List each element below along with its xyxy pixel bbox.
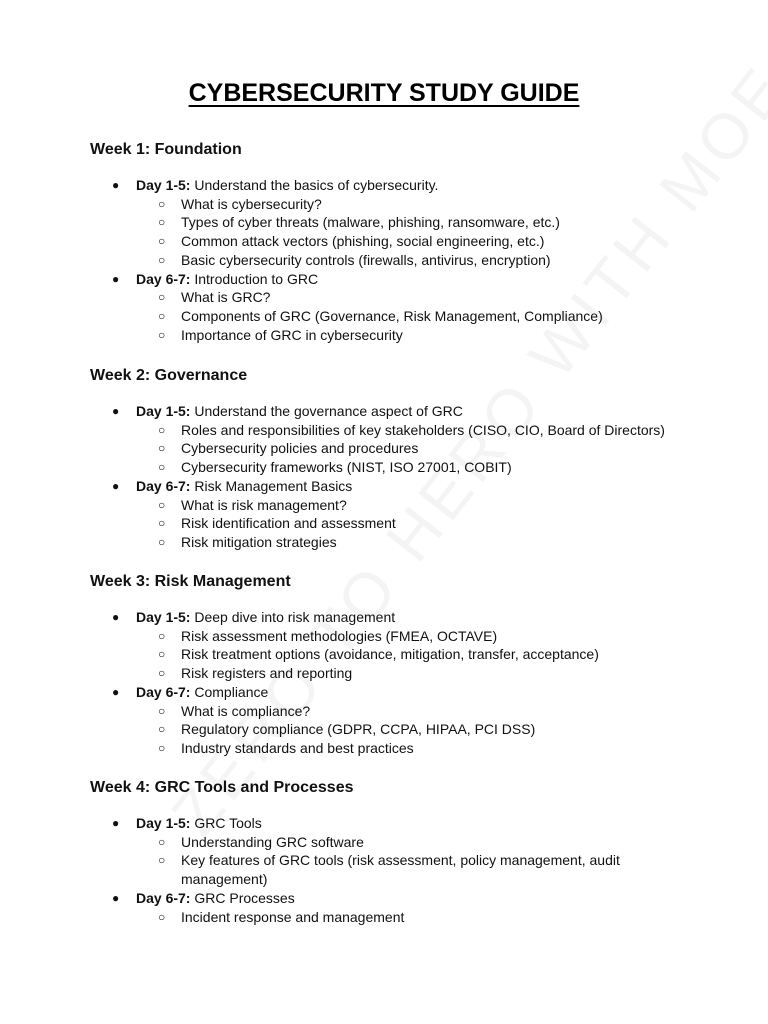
topic-item [136,851,621,888]
topic-text: Risk identification and assessment [181,515,396,532]
circle-bullet-icon: ○ [158,647,166,662]
topic-text: What is compliance? [181,702,311,719]
topic-item [136,213,621,232]
bullet-icon: ● [112,684,120,699]
topic-item [136,739,621,758]
day-list [90,608,710,758]
day-item [90,608,710,683]
topic-item [136,421,741,440]
day-label: Day 6-7: [136,477,191,494]
day-label: Day 1-5: [136,609,191,625]
circle-bullet-icon: ○ [158,497,166,512]
day-item [90,814,710,889]
topic-text: Industry standards and best practices [181,739,414,756]
topic-text: What is risk management? [181,496,347,513]
bullet-icon: ● [112,271,120,286]
week-heading: Week 2: Governance [90,367,248,384]
week-section-1 [90,140,710,344]
circle-bullet-icon: ○ [158,909,166,924]
topic-item [136,702,621,721]
topic-list [136,195,710,270]
topic-list [136,496,710,552]
topic-text: Regulatory compliance (GDPR, CCPA, HIPAA, PCI DSS) [181,721,536,738]
topic-item [136,326,621,345]
topic-text: Roles and responsibilities of key stakeholders (CISO, CIO, Board of Directors) [181,421,665,438]
topic-text: Basic cybersecurity controls (firewalls, antivirus, encryption) [181,251,551,268]
bullet-icon: ● [112,478,120,493]
circle-bullet-icon: ○ [158,327,166,342]
topic-text: Key features of GRC tools (risk assessment, policy management, audit management) [181,852,620,888]
circle-bullet-icon: ○ [158,740,166,755]
topic-text: Understanding GRC software [181,833,364,850]
topic-list [136,702,710,758]
circle-bullet-icon: ○ [158,441,166,456]
topic-item [136,664,621,683]
topic-item [136,627,621,646]
topic-item [136,288,621,307]
topic-list [136,833,710,889]
topic-text: Incident response and management [181,908,405,925]
circle-bullet-icon: ○ [158,196,166,211]
circle-bullet-icon: ○ [158,422,166,437]
day-label: Day 6-7: [136,683,191,700]
week-section-2 [90,366,710,552]
week-section-4 [90,778,710,926]
day-label: Day 6-7: [136,889,191,906]
day-description: Understand the governance aspect of GRC [190,403,463,419]
day-description: Compliance [190,683,269,700]
circle-bullet-icon: ○ [158,853,166,868]
day-item [90,402,710,477]
topic-item [136,439,621,458]
day-description: Introduction to GRC [190,270,319,287]
topic-text: Risk treatment options (avoidance, mitigation, transfer, acceptance) [181,646,599,663]
topic-list [136,288,710,344]
day-list [90,814,710,926]
day-description: Risk Management Basics [190,477,353,494]
day-item [90,477,710,552]
circle-bullet-icon: ○ [158,516,166,531]
circle-bullet-icon: ○ [158,308,166,323]
circle-bullet-icon: ○ [158,290,166,305]
topic-item [136,496,621,515]
topic-item [136,514,621,533]
day-label: Day 6-7: [136,270,191,287]
circle-bullet-icon: ○ [158,666,166,681]
circle-bullet-icon: ○ [158,722,166,737]
topic-list [136,421,710,477]
bullet-icon: ● [112,404,120,418]
day-list [90,402,710,552]
day-label: Day 1-5: [136,403,191,419]
topic-text: Cybersecurity frameworks (NIST, ISO 27001, COBIT) [181,459,512,476]
day-description: Deep dive into risk management [190,609,396,625]
topic-text: What is GRC? [181,289,271,306]
topic-text: What is cybersecurity? [181,195,322,212]
day-label: Day 1-5: [136,815,191,831]
topic-item [136,251,621,270]
circle-bullet-icon: ○ [158,252,166,267]
day-item [90,176,710,270]
day-label: Day 1-5: [136,177,191,193]
topic-text: Risk mitigation strategies [181,533,337,550]
topic-item [136,232,621,251]
topic-text: Common attack vectors (phishing, social engineering, etc.) [181,233,545,250]
day-item [90,683,710,758]
week-heading: Week 3: Risk Management [90,573,291,590]
topic-text: Risk assessment methodologies (FMEA, OCTAVE) [181,627,498,644]
topic-item [136,645,701,664]
topic-item [136,195,621,214]
topic-item [136,908,621,927]
circle-bullet-icon: ○ [158,703,166,718]
topic-item [136,720,621,739]
bullet-icon: ● [112,610,120,624]
day-item [90,889,710,926]
circle-bullet-icon: ○ [158,460,166,475]
document-title: CYBERSECURITY STUDY GUIDE [188,78,580,107]
circle-bullet-icon: ○ [158,834,166,849]
day-item [90,270,710,345]
topic-text: Cybersecurity policies and procedures [181,440,419,457]
topic-item [136,458,621,477]
day-list [90,176,710,344]
circle-bullet-icon: ○ [158,215,166,230]
topic-text: Importance of GRC in cybersecurity [181,326,403,343]
topic-item [136,833,621,852]
day-description: GRC Tools [190,815,262,831]
topic-text: Components of GRC (Governance, Risk Management, Compliance) [181,307,603,324]
week-section-3 [90,572,710,758]
topic-list [136,627,710,683]
circle-bullet-icon: ○ [158,234,166,249]
circle-bullet-icon: ○ [158,534,166,549]
bullet-icon: ● [112,816,120,830]
day-description: Understand the basics of cybersecurity. [190,177,439,193]
topic-item [136,307,621,326]
bullet-icon: ● [112,890,120,905]
week-heading: Week 4: GRC Tools and Processes [90,779,354,796]
topic-text: Types of cyber threats (malware, phishing, ransomware, etc.) [181,214,560,231]
topic-list [136,908,710,927]
topic-text: Risk registers and reporting [181,665,353,682]
bullet-icon: ● [112,178,120,192]
topic-item [136,533,621,552]
day-description: GRC Processes [190,889,295,906]
circle-bullet-icon: ○ [158,628,166,643]
week-heading: Week 1: Foundation [90,141,242,158]
